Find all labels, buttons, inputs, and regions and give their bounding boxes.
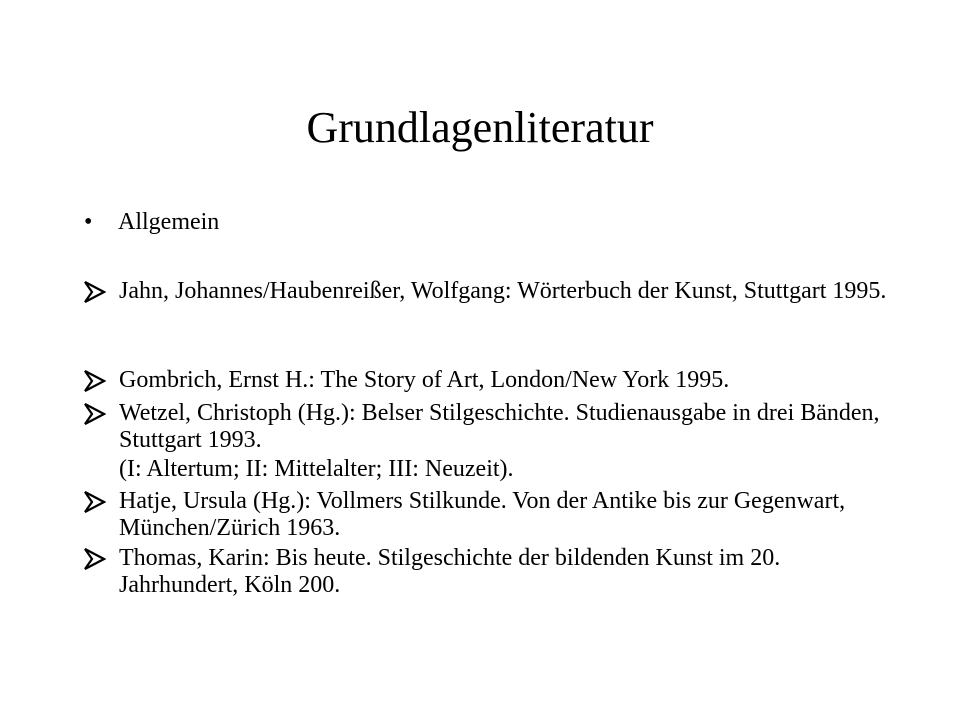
section-bullet — [84, 205, 219, 239]
list-item — [82, 545, 902, 599]
list-item — [82, 400, 902, 454]
continuation-note: (I: Altertum; II: Mittelalter; III: Neuzeit). — [119, 456, 514, 482]
list-item — [82, 278, 902, 305]
list-item — [82, 488, 902, 542]
list-item — [82, 367, 902, 394]
arrowhead-bullet-icon — [82, 548, 106, 570]
arrowhead-bullet-icon — [82, 491, 106, 513]
list-item-text: Jahn, Johannes/Haubenreißer, Wolfgang: Wörterbuch der Kunst, Stuttgart 1995. — [119, 278, 887, 304]
slide-title: Grundlagenliteratur — [306, 103, 654, 152]
list-item-text: Gombrich, Ernst H.: The Story of Art, London/New York 1995. — [119, 367, 730, 393]
arrowhead-bullet-icon — [82, 403, 106, 425]
list-item-text: Hatje, Ursula (Hg.): Vollmers Stilkunde. Von der Antike bis zur Gegenwart, München/Zürich 1963. — [119, 488, 846, 541]
arrowhead-bullet-icon — [82, 281, 106, 303]
list-item-text: Thomas, Karin: Bis heute. Stilgeschichte der bildenden Kunst im 20. Jahrhundert, Köln 200. — [119, 545, 781, 598]
bullet-dot-icon: • — [84, 209, 93, 235]
list-item-text: Wetzel, Christoph (Hg.): Belser Stilgeschichte. Studienausgabe in drei Bänden, Stuttgart 1993. — [119, 400, 880, 453]
arrowhead-bullet-icon — [82, 370, 106, 392]
section-label: Allgemein — [118, 209, 220, 235]
